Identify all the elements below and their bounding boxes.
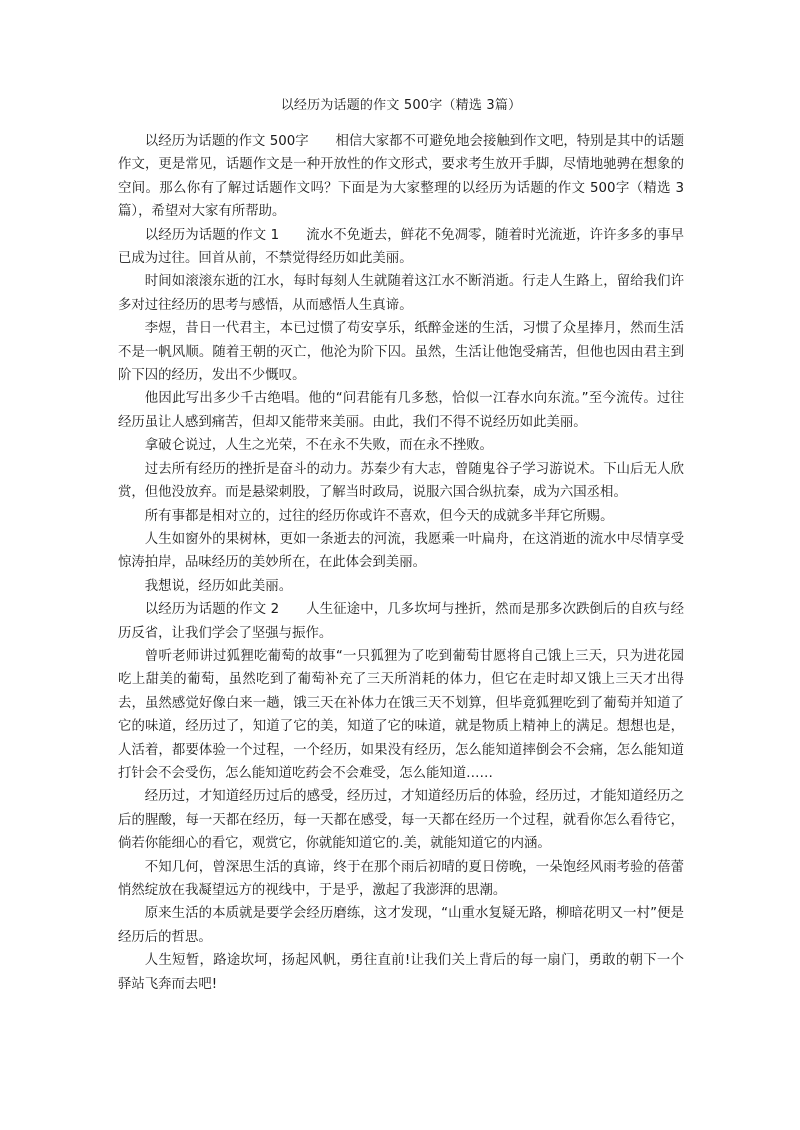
paragraph-poem: 他因此写出多少千古绝唱。他的“问君能有几多愁，恰似一江春水向东流。”至今流传。过往经历虽让人感到痛苦，但却又能带来美丽。由此，我们不得不说经历如此美丽。 bbox=[118, 391, 684, 430]
paragraph-closing: 人生短暂，路途坎坷，扬起风帆，勇往直前!让我们关上背后的每一扇门，勇敢的朝下一个驿站飞奔而去吧! bbox=[118, 953, 684, 992]
paragraph-bud: 不知几何，曾深思生活的真谛，终于在那个雨后初晴的夏日傍晚，一朵饱经风雨考验的蓓蕾悄然绽放在我凝望远方的视线中，于是乎，激起了我澎湃的思潮。 bbox=[118, 859, 684, 898]
paragraph-napoleon: 拿破仑说过，人生之光荣，不在永不失败，而在永不挫败。 bbox=[144, 438, 493, 454]
paragraph-river-of-time: 时间如滚滚东逝的江水，每时每刻人生就随着这江水不断消逝。行走人生路上，留给我们许多对过往经历的思考与感悟，从而感悟人生真谛。 bbox=[118, 274, 684, 313]
paragraph-intro: 以经历为话题的作文 500字 相信大家都不可避免地会接触到作文吧，特别是其中的话题作文，更是常见，话题作文是一种开放性的作文形式，要求考生放开手脚，尽情地驰骋在想象的空间。那么你有了解过话题作文吗？下面是为大家整理的以经历为话题的作文 500字（精选 3篇），希望对大家有所帮助。 bbox=[118, 134, 684, 220]
document-page bbox=[118, 96, 684, 996]
paragraph-orchard: 人生如窗外的果树林，更如一条逝去的河流，我愿乘一叶扁舟，在这消逝的流水中尽情享受惊涛拍岸，品味经历的美妙所在，在此体会到美丽。 bbox=[118, 531, 684, 571]
paragraph-beautiful: 我想说，经历如此美丽。 bbox=[144, 578, 293, 594]
paragraph-li-yu: 李煜，昔日一代君主，本已过惯了苟安享乐，纸醉金迷的生活，习惯了众星捧月，然而生活不是一帆风顺。随着王朝的灭亡，他沦为阶下囚。虽然，生活让他饱受痛苦，但他也因由君主到阶下囚的经历，发出不少慨叹。 bbox=[118, 321, 684, 384]
paragraph-essence: 原来生活的本质就是要学会经历磨练，这才发现，“山重水复疑无路，柳暗花明又一村”便是经历后的哲思。 bbox=[118, 906, 684, 945]
paragraph-opposites: 所有事都是相对立的，过往的经历你或许不喜欢，但今天的成就多半拜它所赐。 bbox=[144, 508, 614, 524]
paragraph-experienced: 经历过，才知道经历过后的感受，经历过，才知道经历后的体验，经历过，才能知道经历之后的腥酸，每一天都在经历，每一天都在感受，每一天都在经历一个过程，就看你怎么看待它，倘若你能细心的看它，观赏它，你就能知道它的.美，就能知道它的内涵。 bbox=[118, 789, 684, 852]
paragraph-essay-1-opening: 以经历为话题的作文 1 流水不免逝去，鲜花不免凋零，随着时光流逝，许许多多的事早已成为过往。回首从前，不禁觉得经历如此美丽。 bbox=[118, 227, 684, 267]
paragraph-su-qin: 过去所有经历的挫折是奋斗的动力。苏秦少有大志，曾随鬼谷子学习游说术。下山后无人欣赏，但他没放弃。而是悬梁刺股，了解当时政局，说服六国合纵抗秦，成为六国丞相。 bbox=[118, 461, 684, 501]
document-title: 以经历为话题的作文 500字（精选 3篇） bbox=[280, 98, 522, 113]
paragraph-fox-story: 曾听老师讲过狐狸吃葡萄的故事“一只狐狸为了吃到葡萄甘愿将自己饿上三天，只为进花园吃上甜美的葡萄，虽然吃到了葡萄补充了三天所消耗的体力，但它在走时却又饿上三天才出得去，虽然感觉好像白来一趟，饿三天在补体力在饿三天不划算，但毕竟狐狸吃到了葡萄并知道了它的味道，经历过了，知道了它的美，知道了它的味道，就是物质上精神上的满足。想想也是，人活着，都要体验一个过程，一个经历，如果没有经历，怎么能知道摔倒会不会痛，怎么能知道打针会不会受伤，怎么能知道吃药会不会难受，怎么能知道…… bbox=[118, 648, 684, 781]
paragraph-essay-2-opening: 以经历为话题的作文 2 人生征途中，几多坎坷与挫折，然而是那多次跌倒后的自疚与经历反省，让我们学会了坚强与振作。 bbox=[118, 602, 684, 641]
